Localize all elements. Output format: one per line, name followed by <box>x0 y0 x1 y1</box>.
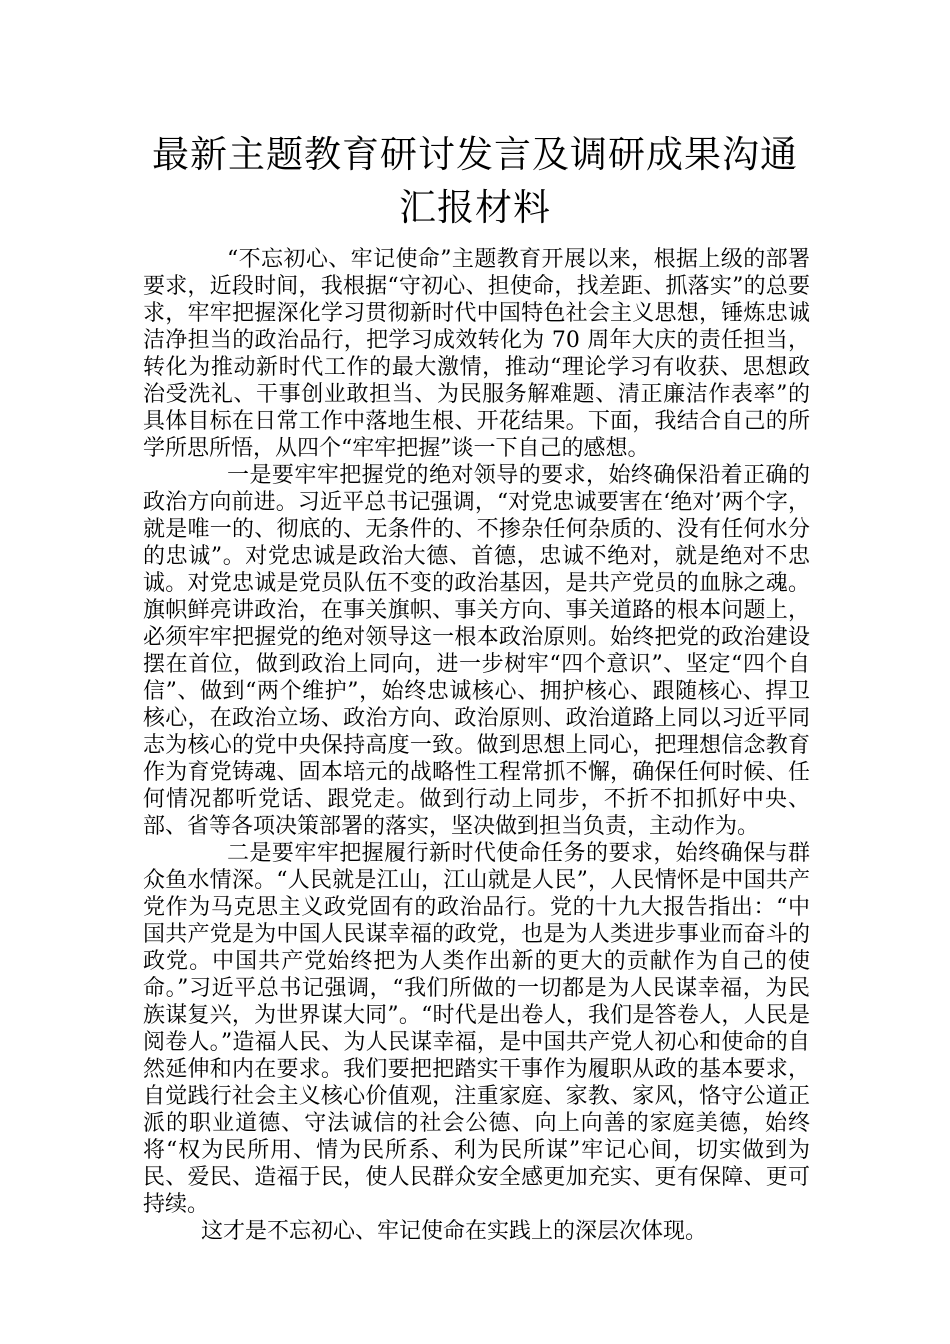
paragraph-intro: “不忘初心、牢记使命”主题教育开展以来，根据上级的部署要求，近段时间，我根据“守初心、担使命，找差距、抓落实”的总要求，牢牢把握深化学习贯彻新时代中国特色社会主义思想，锤炼忠诚洁净担当的政治品行，把学习成效转化为 70 周年大庆的责任担当，转化为推动新时代工作的最大激情，推动“理论学习有收获、思想政治受洗礼、干事创业敢担当、为民服务解难题、清正廉洁作表率”的具体目标在日常工作中落地生根、开花结果。下面，我结合自己的所学所思所悟，从四个“牢牢把握”谈一下自己的感想。 <box>143 247 810 461</box>
paragraph-conclusion: 这才是不忘初心、牢记使命在实践上的深层次体现。 <box>201 1219 708 1244</box>
document-title: 最新主题教育研讨发言及调研成果沟通汇报材料 <box>152 133 798 229</box>
document-body <box>143 246 810 1245</box>
paragraph-point-two: 二是要牢牢把握履行新时代使命任务的要求，始终确保与群众鱼水情深。“人民就是江山，江山就是人民”，人民情怀是中国共产党作为马克思主义政党固有的政治品行。党的十九大报告指出：“中国共产党是为中国人民谋幸福的政党，也是为人类进步事业而奋斗的政党。中国共产党始终把为人类作出新的更大的贡献作为自己的使命。”习近平总书记强调，“我们所做的一切都是为人民谋幸福，为民族谋复兴，为世界谋大同”。“时代是出卷人，我们是答卷人，人民是阅卷人。”造福人民、为人民谋幸福，是中国共产党人初心和使命的自然延伸和内在要求。我们要把把踏实干事作为履职从政的基本要求，自觉践行社会主义核心价值观，注重家庭、家教、家风，恪守公道正派的职业道德、守法诚信的社会公德、向上向善的家庭美德，始终将“权为民所用、情为民所系、利为民所谋”牢记心间，切实做到为民、爱民、造福于民，使人民群众安全感更加充实、更有保障、更可持续。 <box>143 841 810 1217</box>
paragraph-point-one: 一是要牢牢把握党的绝对领导的要求，始终确保沿着正确的政治方向前进。习近平总书记强调，“对党忠诚要害在‘绝对’两个字，就是唯一的、彻底的、无条件的、不掺杂任何杂质的、没有任何水分的忠诚”。对党忠诚是政治大德、首德，忠诚不绝对，就是绝对不忠诚。对党忠诚是党员队伍不变的政治基因，是共产党员的血脉之魂。旗帜鲜亮讲政治，在事关旗帜、事关方向、事关道路的根本问题上，必须牢牢把握党的绝对领导这一根本政治原则。始终把党的政治建设摆在首位，做到政治上同向，进一步树牢“四个意识”、坚定“四个自信”、做到“两个维护”，始终忠诚核心、拥护核心、跟随核心、捍卫核心，在政治立场、政治方向、政治原则、政治道路上同以习近平同志为核心的党中央保持高度一致。做到思想上同心，把理想信念教育作为育党铸魂、固本培元的战略性工程常抓不懈，确保任何时候、任何情况都听党话、跟党走。做到行动上同步，不折不扣抓好中央、部、省等各项决策部署的落实，坚决做到担当负责，主动作为。 <box>143 463 810 839</box>
